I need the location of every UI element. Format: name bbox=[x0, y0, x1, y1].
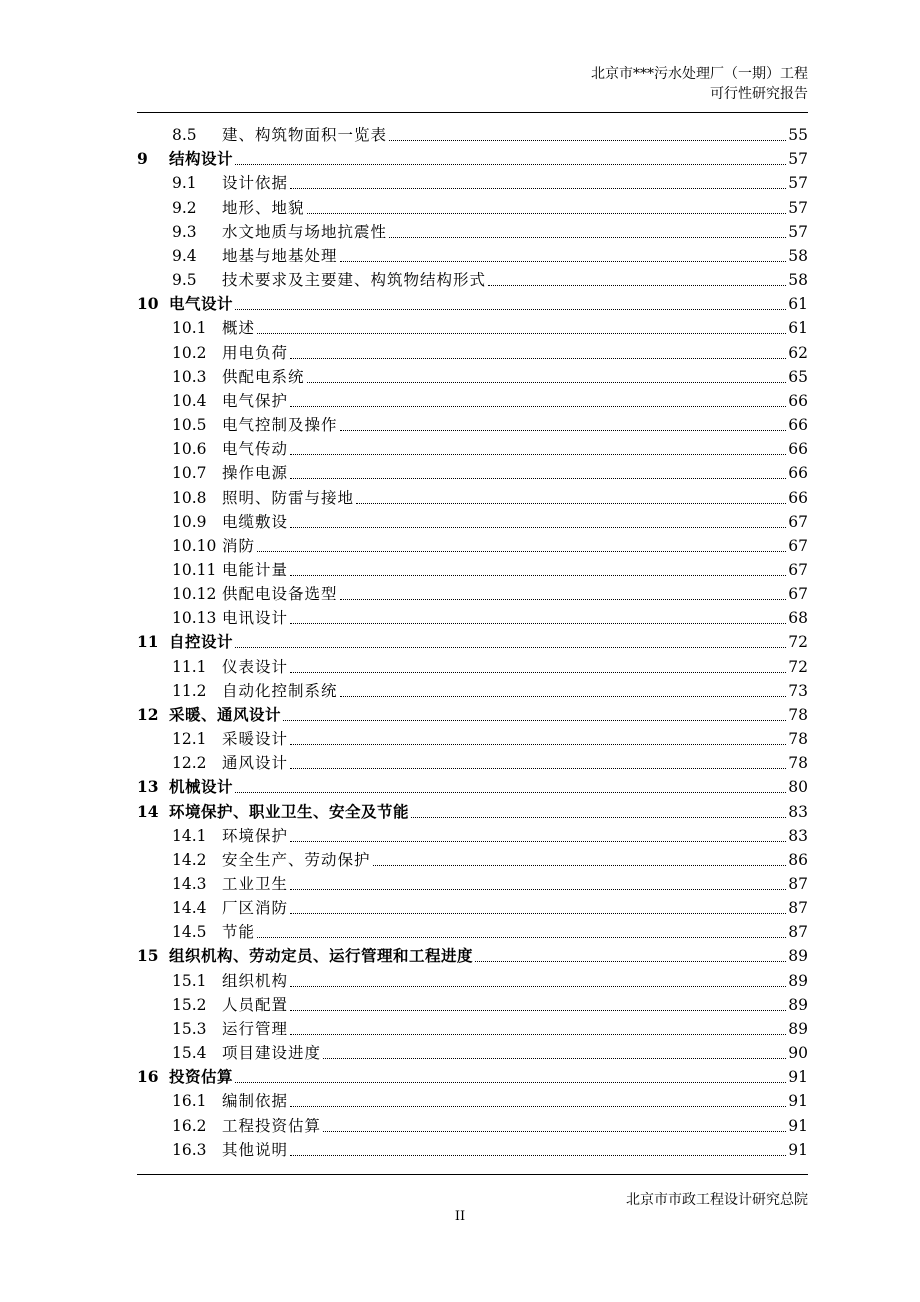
header-project-title: 北京市***污水处理厂（一期）工程 bbox=[591, 66, 808, 82]
toc-dot-leader bbox=[257, 333, 786, 334]
footer-organization: 北京市市政工程设计研究总院 bbox=[626, 1192, 808, 1208]
toc-entry-title: 技术要求及主要建、构筑物结构形式 bbox=[222, 271, 487, 290]
toc-section-entry[interactable] bbox=[137, 604, 808, 628]
toc-entry-page: 67 bbox=[788, 512, 808, 531]
toc-entry-number: 10.9 bbox=[172, 512, 207, 531]
toc-section-entry[interactable] bbox=[137, 532, 808, 556]
toc-entry-number: 10.6 bbox=[172, 440, 207, 459]
toc-entry-title: 人员配置 bbox=[222, 995, 289, 1014]
toc-section-entry[interactable] bbox=[137, 218, 808, 242]
toc-entry-page: 62 bbox=[788, 343, 808, 362]
toc-section-entry[interactable] bbox=[137, 387, 808, 411]
toc-entry-number: 10.2 bbox=[172, 343, 207, 362]
toc-entry-page: 78 bbox=[788, 754, 808, 773]
toc-entry-number: 9.5 bbox=[172, 271, 197, 290]
toc-entry-page: 57 bbox=[788, 198, 808, 217]
toc-entry-page: 86 bbox=[788, 850, 808, 869]
toc-dot-leader bbox=[290, 768, 786, 769]
toc-section-entry[interactable] bbox=[137, 918, 808, 942]
toc-chapter-entry[interactable] bbox=[137, 145, 808, 169]
toc-section-entry[interactable] bbox=[137, 1087, 808, 1111]
toc-dot-leader bbox=[340, 696, 787, 697]
toc-entry-page: 66 bbox=[788, 440, 808, 459]
toc-dot-leader bbox=[356, 503, 786, 504]
toc-entry-title: 采暖、通风设计 bbox=[169, 705, 282, 724]
toc-dot-leader bbox=[290, 454, 786, 455]
toc-section-entry[interactable] bbox=[137, 677, 808, 701]
toc-entry-number: 9.4 bbox=[172, 246, 197, 265]
page-number: II bbox=[454, 1209, 466, 1224]
toc-entry-page: 87 bbox=[788, 875, 808, 893]
toc-section-entry[interactable] bbox=[137, 725, 808, 749]
toc-entry-page: 91 bbox=[788, 1068, 808, 1087]
toc-entry-title: 水文地质与场地抗震性 bbox=[222, 222, 388, 241]
header-report-type: 可行性研究报告 bbox=[710, 86, 808, 102]
toc-entry-page: 67 bbox=[788, 560, 808, 579]
toc-section-entry[interactable] bbox=[137, 169, 808, 193]
toc-dot-leader bbox=[290, 841, 786, 842]
toc-entry-title: 电讯设计 bbox=[222, 609, 289, 628]
toc-section-entry[interactable] bbox=[137, 508, 808, 532]
toc-entry-number: 10.11 bbox=[172, 560, 217, 579]
toc-dot-leader bbox=[475, 961, 786, 962]
toc-entry-number: 11.2 bbox=[172, 681, 207, 700]
toc-dot-leader bbox=[290, 188, 786, 189]
toc-dot-leader bbox=[290, 889, 786, 890]
table-of-contents bbox=[137, 121, 808, 1160]
toc-dot-leader bbox=[389, 140, 786, 141]
toc-entry-number: 15.2 bbox=[172, 995, 207, 1014]
toc-entry-page: 57 bbox=[788, 222, 808, 241]
toc-entry-page: 87 bbox=[788, 899, 808, 918]
toc-entry-number: 10.10 bbox=[172, 536, 217, 555]
page-header bbox=[591, 64, 808, 104]
toc-entry-page: 89 bbox=[788, 971, 808, 990]
toc-dot-leader bbox=[340, 430, 787, 431]
toc-dot-leader bbox=[307, 382, 787, 383]
toc-section-entry[interactable] bbox=[137, 749, 808, 773]
toc-entry-title: 机械设计 bbox=[169, 778, 234, 797]
toc-section-entry[interactable] bbox=[137, 483, 808, 507]
toc-entry-number: 9.2 bbox=[172, 198, 197, 217]
toc-dot-leader bbox=[340, 599, 787, 600]
toc-dot-leader bbox=[323, 1058, 786, 1059]
toc-entry-page: 57 bbox=[788, 150, 808, 169]
toc-entry-page: 58 bbox=[788, 246, 808, 265]
toc-entry-number: 15 bbox=[137, 946, 159, 966]
toc-section-entry[interactable] bbox=[137, 580, 808, 604]
toc-entry-number: 10 bbox=[137, 294, 159, 314]
toc-section-entry[interactable] bbox=[137, 870, 808, 894]
toc-entry-title: 供配电设备选型 bbox=[222, 585, 338, 604]
toc-entry-title: 地形、地貌 bbox=[222, 198, 305, 217]
toc-section-entry[interactable] bbox=[137, 242, 808, 266]
toc-entry-page: 91 bbox=[788, 1092, 808, 1111]
toc-entry-number: 15.3 bbox=[172, 1019, 207, 1038]
toc-entry-title: 环境保护 bbox=[222, 826, 289, 845]
toc-entry-title: 供配电系统 bbox=[222, 367, 305, 386]
toc-entry-title: 环境保护、职业卫生、安全及节能 bbox=[169, 802, 410, 821]
toc-chapter-entry[interactable] bbox=[137, 290, 808, 314]
toc-entry-title: 地基与地基处理 bbox=[222, 246, 338, 265]
toc-entry-number: 9 bbox=[137, 149, 148, 169]
toc-section-entry[interactable] bbox=[137, 411, 808, 435]
toc-dot-leader bbox=[411, 817, 786, 818]
toc-entry-number: 15.4 bbox=[172, 1044, 207, 1063]
toc-entry-page: 67 bbox=[788, 585, 808, 604]
toc-entry-number: 12.1 bbox=[172, 730, 207, 749]
toc-section-entry[interactable] bbox=[137, 1136, 808, 1160]
toc-entry-title: 投资估算 bbox=[169, 1068, 234, 1087]
toc-entry-number: 14.5 bbox=[172, 923, 207, 942]
toc-entry-page: 89 bbox=[788, 1019, 808, 1038]
toc-entry-title: 电气保护 bbox=[222, 391, 289, 410]
toc-entry-number: 10.7 bbox=[172, 464, 207, 483]
toc-dot-leader bbox=[488, 285, 786, 286]
toc-entry-title: 电气设计 bbox=[169, 295, 234, 314]
toc-entry-number: 11.1 bbox=[172, 657, 207, 676]
toc-entry-number: 9.3 bbox=[172, 222, 197, 241]
toc-entry-number: 10.8 bbox=[172, 488, 207, 507]
toc-entry-page: 66 bbox=[788, 391, 808, 410]
toc-dot-leader bbox=[307, 213, 787, 214]
toc-dot-leader bbox=[290, 1155, 786, 1156]
toc-dot-leader bbox=[257, 551, 786, 552]
toc-entry-title: 仪表设计 bbox=[222, 657, 289, 676]
toc-entry-number: 10.3 bbox=[172, 367, 207, 386]
toc-section-entry[interactable] bbox=[137, 1111, 808, 1135]
toc-entry-number: 14.2 bbox=[172, 850, 207, 869]
toc-dot-leader bbox=[290, 478, 786, 479]
toc-entry-page: 57 bbox=[788, 174, 808, 193]
toc-entry-title: 概述 bbox=[222, 319, 256, 338]
toc-chapter-entry[interactable] bbox=[137, 1063, 808, 1087]
toc-entry-title: 电气控制及操作 bbox=[222, 416, 338, 435]
toc-dot-leader bbox=[290, 358, 786, 359]
toc-dot-leader bbox=[389, 237, 786, 238]
toc-section-entry[interactable] bbox=[137, 363, 808, 387]
toc-dot-leader bbox=[235, 309, 786, 310]
toc-entry-title: 其他说明 bbox=[222, 1140, 289, 1159]
toc-entry-page: 68 bbox=[788, 609, 808, 628]
toc-entry-title: 组织机构 bbox=[222, 971, 289, 990]
toc-dot-leader bbox=[290, 986, 786, 987]
toc-dot-leader bbox=[290, 1106, 786, 1107]
toc-section-entry[interactable] bbox=[137, 894, 808, 918]
toc-entry-page: 87 bbox=[788, 923, 808, 942]
toc-entry-title: 工业卫生 bbox=[222, 875, 289, 893]
toc-entry-page: 83 bbox=[788, 802, 808, 821]
toc-dot-leader bbox=[257, 937, 786, 938]
toc-dot-leader bbox=[235, 164, 786, 165]
toc-dot-leader bbox=[290, 744, 786, 745]
toc-entry-page: 66 bbox=[788, 464, 808, 483]
toc-entry-page: 78 bbox=[788, 705, 808, 724]
toc-entry-title: 组织机构、劳动定员、运行管理和工程进度 bbox=[169, 947, 474, 966]
toc-section-entry[interactable] bbox=[137, 338, 808, 362]
toc-section-entry[interactable] bbox=[137, 1015, 808, 1039]
toc-entry-title: 操作电源 bbox=[222, 464, 289, 483]
toc-entry-title: 自控设计 bbox=[169, 633, 234, 652]
toc-entry-page: 66 bbox=[788, 488, 808, 507]
toc-entry-number: 16.3 bbox=[172, 1140, 207, 1159]
toc-dot-leader bbox=[290, 1010, 786, 1011]
toc-entry-title: 节能 bbox=[222, 923, 256, 942]
toc-chapter-entry[interactable] bbox=[137, 773, 808, 797]
toc-entry-title: 编制依据 bbox=[222, 1092, 289, 1111]
header-divider bbox=[137, 112, 808, 113]
toc-entry-title: 建、构筑物面积一览表 bbox=[222, 126, 388, 145]
toc-dot-leader bbox=[340, 261, 787, 262]
toc-entry-page: 91 bbox=[788, 1116, 808, 1135]
toc-entry-number: 10.4 bbox=[172, 391, 207, 410]
toc-section-entry[interactable] bbox=[137, 822, 808, 846]
toc-entry-page: 61 bbox=[788, 295, 808, 314]
toc-section-entry[interactable] bbox=[137, 556, 808, 580]
toc-dot-leader bbox=[290, 913, 786, 914]
toc-entry-page: 61 bbox=[788, 319, 808, 338]
toc-entry-number: 14.1 bbox=[172, 826, 207, 845]
toc-entry-page: 72 bbox=[788, 657, 808, 676]
toc-dot-leader bbox=[323, 1131, 786, 1132]
toc-entry-number: 10.13 bbox=[172, 609, 217, 628]
toc-entry-title: 电能计量 bbox=[222, 560, 289, 579]
toc-section-entry[interactable] bbox=[137, 846, 808, 870]
toc-dot-leader bbox=[235, 792, 786, 793]
toc-section-entry[interactable] bbox=[137, 435, 808, 459]
toc-entry-title: 用电负荷 bbox=[222, 343, 289, 362]
toc-entry-title: 通风设计 bbox=[222, 754, 289, 773]
toc-dot-leader bbox=[235, 1082, 786, 1083]
toc-entry-number: 12 bbox=[137, 704, 159, 724]
toc-entry-page: 67 bbox=[788, 536, 808, 555]
toc-entry-number: 16 bbox=[137, 1067, 159, 1087]
toc-entry-title: 电缆敷设 bbox=[222, 512, 289, 531]
toc-entry-page: 55 bbox=[788, 126, 808, 145]
toc-entry-number: 9.1 bbox=[172, 174, 197, 193]
toc-entry-page: 72 bbox=[788, 633, 808, 652]
toc-section-entry[interactable] bbox=[137, 266, 808, 290]
toc-entry-page: 66 bbox=[788, 416, 808, 435]
toc-chapter-entry[interactable] bbox=[137, 797, 808, 821]
toc-dot-leader bbox=[290, 575, 786, 576]
toc-entry-page: 89 bbox=[788, 995, 808, 1014]
toc-entry-number: 15.1 bbox=[172, 971, 207, 990]
toc-entry-title: 照明、防雷与接地 bbox=[222, 488, 355, 507]
toc-entry-page: 65 bbox=[788, 367, 808, 386]
toc-entry-title: 工程投资估算 bbox=[222, 1116, 322, 1135]
toc-entry-number: 10.12 bbox=[172, 585, 217, 604]
toc-dot-leader bbox=[290, 623, 786, 624]
toc-entry-title: 结构设计 bbox=[169, 150, 234, 169]
toc-section-entry[interactable] bbox=[137, 1039, 808, 1063]
toc-entry-number: 14.4 bbox=[172, 899, 207, 918]
toc-section-entry[interactable] bbox=[137, 991, 808, 1015]
toc-section-entry[interactable] bbox=[137, 459, 808, 483]
toc-dot-leader bbox=[290, 672, 786, 673]
toc-entry-title: 运行管理 bbox=[222, 1019, 289, 1038]
toc-entry-title: 自动化控制系统 bbox=[222, 681, 338, 700]
toc-chapter-entry[interactable] bbox=[137, 628, 808, 652]
toc-section-entry[interactable] bbox=[137, 121, 808, 145]
toc-section-entry[interactable] bbox=[137, 193, 808, 217]
toc-entry-number: 16.2 bbox=[172, 1116, 207, 1135]
toc-entry-title: 安全生产、劳动保护 bbox=[222, 850, 371, 869]
toc-dot-leader bbox=[283, 720, 786, 721]
toc-dot-leader bbox=[290, 1034, 786, 1035]
toc-dot-leader bbox=[235, 647, 786, 648]
toc-entry-number: 13 bbox=[137, 777, 159, 797]
toc-chapter-entry[interactable] bbox=[137, 701, 808, 725]
toc-dot-leader bbox=[373, 865, 787, 866]
toc-section-entry[interactable] bbox=[137, 314, 808, 338]
toc-entry-title: 厂区消防 bbox=[222, 899, 289, 918]
toc-entry-page: 83 bbox=[788, 826, 808, 845]
toc-entry-number: 10.1 bbox=[172, 319, 207, 338]
toc-entry-number: 12.2 bbox=[172, 754, 207, 773]
toc-entry-number: 11 bbox=[137, 632, 159, 652]
toc-chapter-entry[interactable] bbox=[137, 942, 808, 966]
toc-entry-number: 10.5 bbox=[172, 416, 207, 435]
toc-entry-number: 8.5 bbox=[172, 126, 197, 145]
toc-entry-page: 58 bbox=[788, 271, 808, 290]
toc-entry-number: 14.3 bbox=[172, 875, 207, 893]
toc-entry-page: 90 bbox=[788, 1044, 808, 1063]
toc-entry-page: 78 bbox=[788, 730, 808, 749]
toc-entry-number: 14 bbox=[137, 801, 159, 821]
toc-entry-title: 采暖设计 bbox=[222, 730, 289, 749]
toc-entry-title: 消防 bbox=[222, 536, 256, 555]
toc-section-entry[interactable] bbox=[137, 966, 808, 990]
toc-section-entry[interactable] bbox=[137, 652, 808, 676]
toc-entry-page: 91 bbox=[788, 1140, 808, 1159]
toc-dot-leader bbox=[290, 406, 786, 407]
toc-entry-title: 电气传动 bbox=[222, 440, 289, 459]
toc-dot-leader bbox=[290, 527, 786, 528]
toc-entry-number: 16.1 bbox=[172, 1092, 207, 1111]
footer-divider bbox=[137, 1174, 808, 1175]
toc-entry-page: 73 bbox=[788, 681, 808, 700]
toc-entry-page: 89 bbox=[788, 947, 808, 966]
toc-entry-title: 设计依据 bbox=[222, 174, 289, 193]
toc-entry-page: 80 bbox=[788, 778, 808, 797]
toc-entry-title: 项目建设进度 bbox=[222, 1044, 322, 1063]
